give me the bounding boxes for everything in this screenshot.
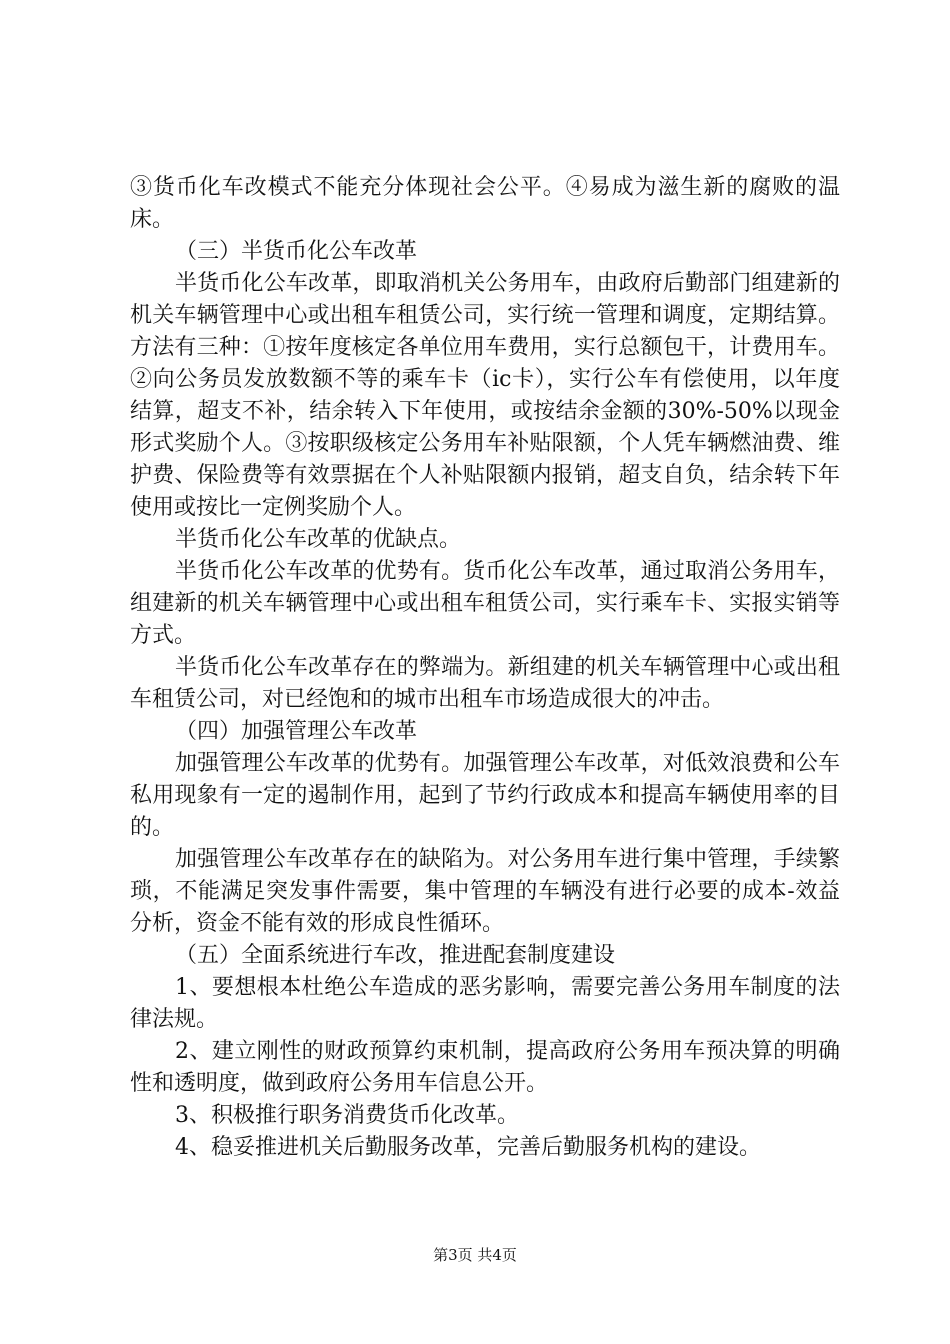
list-item: 3、积极推行职务消费货币化改革。 [175, 1103, 519, 1128]
section-heading: （三）半货币化公车改革 [175, 239, 418, 264]
list-item: 4、稳妥推进机关后勤服务改革，完善后勤服务机构的建设。 [175, 1135, 761, 1160]
paragraph: 半货币化公车改革的优势有。货币化公车改革，通过取消公务用车，组建新的机关车辆管理中心或出租车租赁公司，实行乘车卡、实报实销等方式。 [130, 559, 840, 648]
paragraph: ③货币化车改模式不能充分体现社会公平。④易成为滋生新的腐败的温床。 [130, 175, 840, 232]
paragraph: 半货币化公车改革存在的弊端为。新组建的机关车辆管理中心或出租车租赁公司，对已经饱和的城市出租车市场造成很大的冲击。 [130, 655, 840, 712]
paragraph: 半货币化公车改革，即取消机关公务用车，由政府后勤部门组建新的机关车辆管理中心或出租车租赁公司，实行统一管理和调度，定期结算。方法有三种：①按年度核定各单位用车费用，实行总额包干，计费用车。②向公务员发放数额不等的乘车卡（ic卡），实行公车有偿使用，以年度结算，超支不补，结余转入下年使用，或按结余金额的30%-50%以现金形式奖励个人。③按职级核定公务用车补贴限额，个人凭车辆燃油费、维护费、保险费等有效票据在个人补贴限额内报销，超支自负，结余转下年使用或按比一定例奖励个人。 [130, 271, 840, 520]
paragraph: 加强管理公车改革存在的缺陷为。对公务用车进行集中管理，手续繁琐，不能满足突发事件需要，集中管理的车辆没有进行必要的成本-效益分析，资金不能有效的形成良性循环。 [130, 847, 840, 936]
list-item: 1、要想根本杜绝公车造成的恶劣影响，需要完善公务用车制度的法律法规。 [130, 975, 840, 1032]
list-item: 2、建立刚性的财政预算约束机制，提高政府公务用车预决算的明确性和透明度，做到政府公务用车信息公开。 [130, 1039, 840, 1096]
paragraph: 加强管理公车改革的优势有。加强管理公车改革，对低效浪费和公车私用现象有一定的遏制作用，起到了节约行政成本和提高车辆使用率的目的。 [130, 751, 840, 840]
paragraph: 半货币化公车改革的优缺点。 [175, 527, 462, 552]
section-heading: （四）加强管理公车改革 [175, 719, 418, 744]
document-body [130, 172, 840, 1164]
page-footer: 第3页 共4页 [433, 1246, 517, 1264]
section-heading: （五）全面系统进行车改，推进配套制度建设 [175, 943, 616, 968]
